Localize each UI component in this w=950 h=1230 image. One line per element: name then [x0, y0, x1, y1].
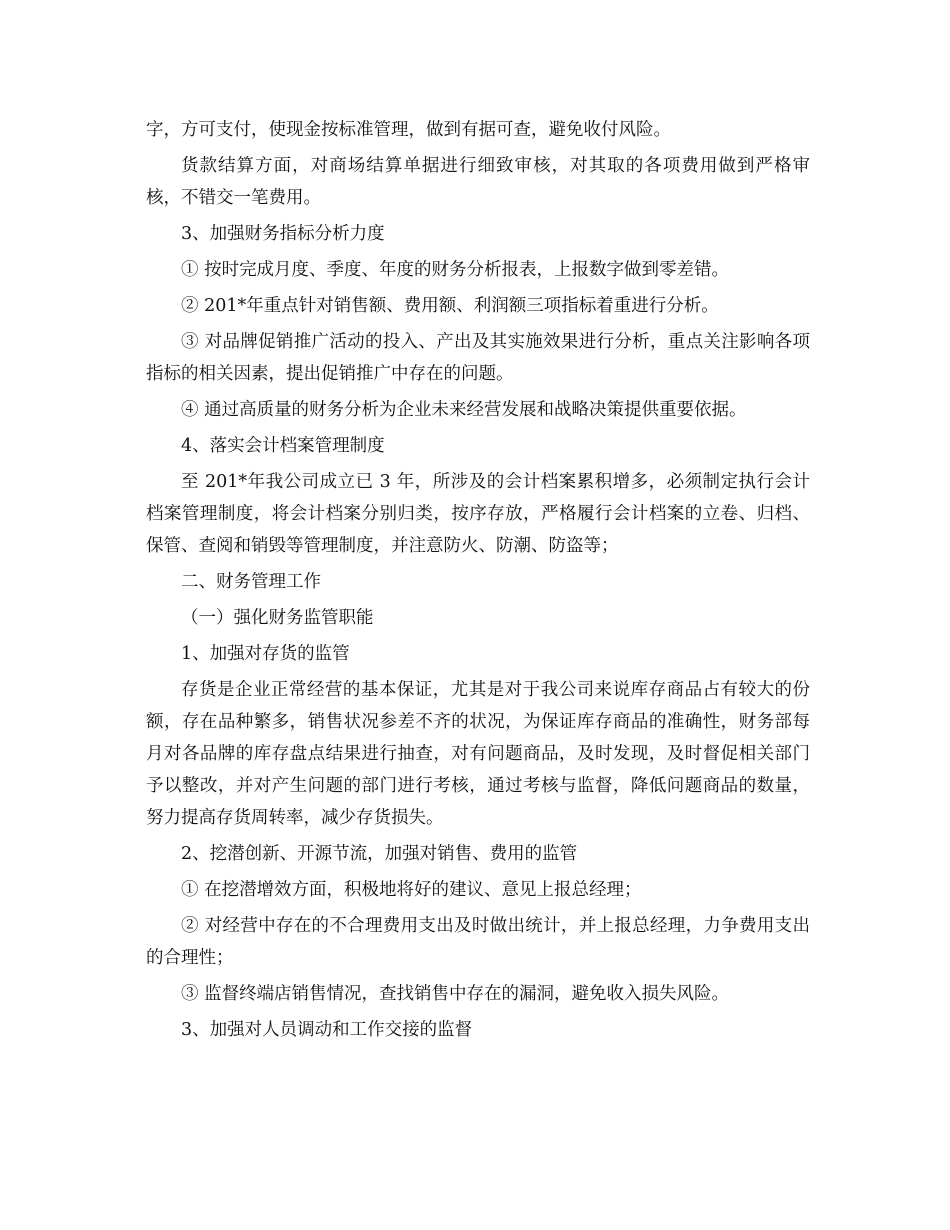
subchapter-heading: （一）强化财务监管职能 — [181, 608, 374, 628]
paragraph: 货款结算方面，对商场结算单据进行细致审核，对其取的各项费用做到严格审核，不错交一笔费用。 — [146, 156, 810, 208]
list-item: ④ 通过高质量的财务分析为企业未来经营发展和战略决策提供重要依据。 — [181, 400, 747, 420]
list-item: ① 在挖潜增效方面，积极地将好的建议、意见上报总经理； — [181, 880, 642, 900]
document-body — [146, 114, 810, 1050]
section-heading: 3、加强财务指标分析力度 — [181, 224, 385, 244]
list-item: ③ 对品牌促销推广活动的投入、产出及其实施效果进行分析，重点关注影响各项指标的相关因素，提出促销推广中存在的问题。 — [146, 332, 810, 384]
chapter-heading: 二、财务管理工作 — [181, 572, 321, 592]
list-item: ① 按时完成月度、季度、年度的财务分析报表，上报数字做到零差错。 — [181, 260, 730, 280]
list-item: ③ 监督终端店销售情况，查找销售中存在的漏洞，避免收入损失风险。 — [181, 984, 730, 1004]
list-item: ② 对经营中存在的不合理费用支出及时做出统计，并上报总经理，力争费用支出的合理性； — [146, 916, 810, 968]
section-heading: 3、加强对人员调动和工作交接的监督 — [181, 1020, 473, 1040]
section-heading: 4、落实会计档案管理制度 — [181, 436, 385, 456]
section-heading: 2、挖潜创新、开源节流，加强对销售、费用的监管 — [181, 844, 578, 864]
list-item: ② 201*年重点针对销售额、费用额、利润额三项指标着重进行分析。 — [181, 296, 719, 316]
section-heading: 1、加强对存货的监管 — [181, 644, 350, 664]
paragraph: 至 201*年我公司成立已 3 年，所涉及的会计档案累积增多，必须制定执行会计档案管理制度，将会计档案分别归类，按序存放，严格履行会计档案的立卷、归档、保管、查阅和销毁等管理制度，并注意防火、防潮、防盗等； — [146, 472, 810, 556]
paragraph: 存货是企业正常经营的基本保证，尤其是对于我公司来说库存商品占有较大的份额，存在品种繁多，销售状况参差不齐的状况，为保证库存商品的准确性，财务部每月对各品牌的库存盘点结果进行抽查，对有问题商品，及时发现，及时督促相关部门予以整改，并对产生问题的部门进行考核，通过考核与监督，降低问题商品的数量，努力提高存货周转率，减少存货损失。 — [146, 680, 810, 828]
paragraph: 字，方可支付，使现金按标准管理，做到有据可查，避免收付风险。 — [146, 120, 671, 140]
